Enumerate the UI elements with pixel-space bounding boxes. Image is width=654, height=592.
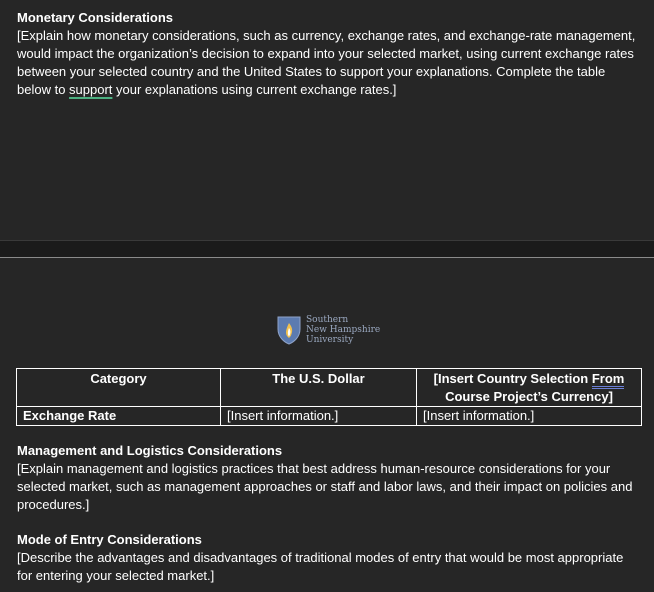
header-category[interactable]: Category [17,369,221,407]
cell-us-dollar-value[interactable]: [Insert information.] [221,407,417,426]
cell-country-value[interactable]: [Insert information.] [417,407,642,426]
shield-flame-icon [276,315,302,345]
header-us-dollar[interactable]: The U.S. Dollar [221,369,417,407]
header-3-text-1: [Insert Country Selection [433,371,592,386]
snhu-logo [276,315,406,345]
logo-line-1: Southern [306,315,349,325]
management-heading: Management and Logistics Considerations [17,443,283,458]
management-paragraph[interactable]: [Explain management and logistics practices that best address human-resource considerations for your selected market, such as management approaches or staff and labor laws, and their impact on policies and procedures.] [17,461,633,512]
logo-line-2: New Hampshire [306,325,381,335]
page-break [0,240,654,258]
table-row [17,407,642,426]
logo-wordmark [306,315,380,345]
header-country-currency[interactable] [417,369,642,407]
monetary-heading: Monetary Considerations [17,10,174,25]
header-3-flagged-word[interactable]: From [592,371,625,389]
cell-exchange-rate-label[interactable]: Exchange Rate [17,407,221,426]
monetary-text-1: [Explain how monetary considerations, such as currency, exchange rates, and exchange-rate management, would impact the organization’s decision to expand into your selected market, using current exchange rates between your selected country and the United States to support your explanations. Complete the table below to [17,28,636,97]
monetary-text-2: your explanations using current exchange rates.] [112,82,397,97]
entry-paragraph[interactable]: [Describe the advantages and disadvantages of traditional modes of entry that would be most appropriate for entering your selected market.] [17,550,624,583]
table-header-row [17,369,642,407]
header-3-text-2: Course Project’s Currency] [445,389,613,404]
logo-line-3: University [306,335,354,345]
grammar-flagged-word[interactable]: support [69,82,113,97]
monetary-paragraph[interactable] [17,27,642,99]
exchange-rate-table [16,368,642,426]
entry-heading: Mode of Entry Considerations [17,532,202,547]
